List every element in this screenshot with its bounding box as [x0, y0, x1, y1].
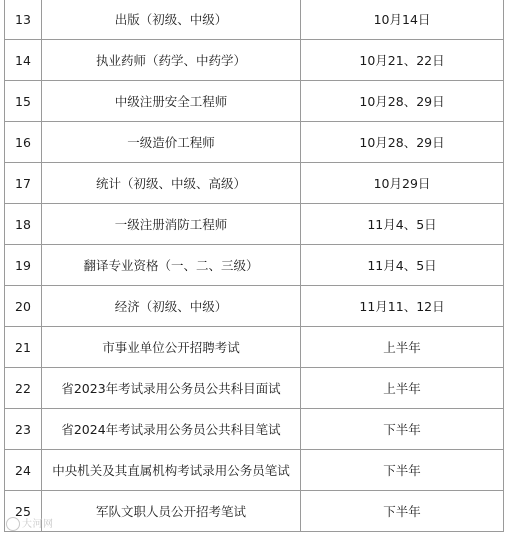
table-row [5, 40, 504, 81]
exam-date: 上半年 [301, 327, 504, 368]
exam-name: 一级造价工程师 [42, 122, 301, 163]
exam-name: 省2023年考试录用公务员公共科目面试 [42, 368, 301, 409]
table-row [5, 286, 504, 327]
watermark [6, 515, 54, 531]
exam-date: 下半年 [301, 409, 504, 450]
table-row [5, 163, 504, 204]
exam-name: 市事业单位公开招聘考试 [42, 327, 301, 368]
exam-date: 下半年 [301, 491, 504, 532]
row-number: 15 [5, 81, 42, 122]
row-number: 17 [5, 163, 42, 204]
table-row [5, 368, 504, 409]
row-number: 22 [5, 368, 42, 409]
table-row [5, 491, 504, 532]
exam-date: 10月29日 [301, 163, 504, 204]
watermark-logo-icon [6, 517, 20, 531]
row-number: 13 [5, 0, 42, 40]
exam-date: 11月11、12日 [301, 286, 504, 327]
exam-date: 11月4、5日 [301, 245, 504, 286]
row-number: 16 [5, 122, 42, 163]
exam-name: 一级注册消防工程师 [42, 204, 301, 245]
exam-name: 经济（初级、中级） [42, 286, 301, 327]
exam-name: 翻译专业资格（一、二、三级） [42, 245, 301, 286]
exam-name: 中央机关及其直属机构考试录用公务员笔试 [42, 450, 301, 491]
row-number: 24 [5, 450, 42, 491]
exam-date: 10月28、29日 [301, 122, 504, 163]
row-number: 25 [5, 491, 42, 532]
exam-date: 11月4、5日 [301, 204, 504, 245]
exam-name: 统计（初级、中级、高级） [42, 163, 301, 204]
table-row [5, 122, 504, 163]
row-number: 23 [5, 409, 42, 450]
row-number: 18 [5, 204, 42, 245]
row-number: 20 [5, 286, 42, 327]
exam-name: 军队文职人员公开招考笔试 [42, 491, 301, 532]
exam-date: 10月28、29日 [301, 81, 504, 122]
exam-name: 出版（初级、中级） [42, 0, 301, 40]
table-row [5, 81, 504, 122]
table-row [5, 0, 504, 40]
row-number: 21 [5, 327, 42, 368]
table-row [5, 204, 504, 245]
table-row [5, 450, 504, 491]
table-row [5, 245, 504, 286]
exam-date: 下半年 [301, 450, 504, 491]
exam-schedule-table [4, 0, 504, 532]
row-number: 14 [5, 40, 42, 81]
exam-date: 上半年 [301, 368, 504, 409]
table-row [5, 409, 504, 450]
table-row [5, 327, 504, 368]
row-number: 19 [5, 245, 42, 286]
exam-schedule-body [5, 0, 504, 532]
watermark-text: 大河网 [22, 519, 54, 530]
exam-name: 中级注册安全工程师 [42, 81, 301, 122]
exam-date: 10月21、22日 [301, 40, 504, 81]
exam-date: 10月14日 [301, 0, 504, 40]
exam-name: 执业药师（药学、中药学） [42, 40, 301, 81]
exam-name: 省2024年考试录用公务员公共科目笔试 [42, 409, 301, 450]
